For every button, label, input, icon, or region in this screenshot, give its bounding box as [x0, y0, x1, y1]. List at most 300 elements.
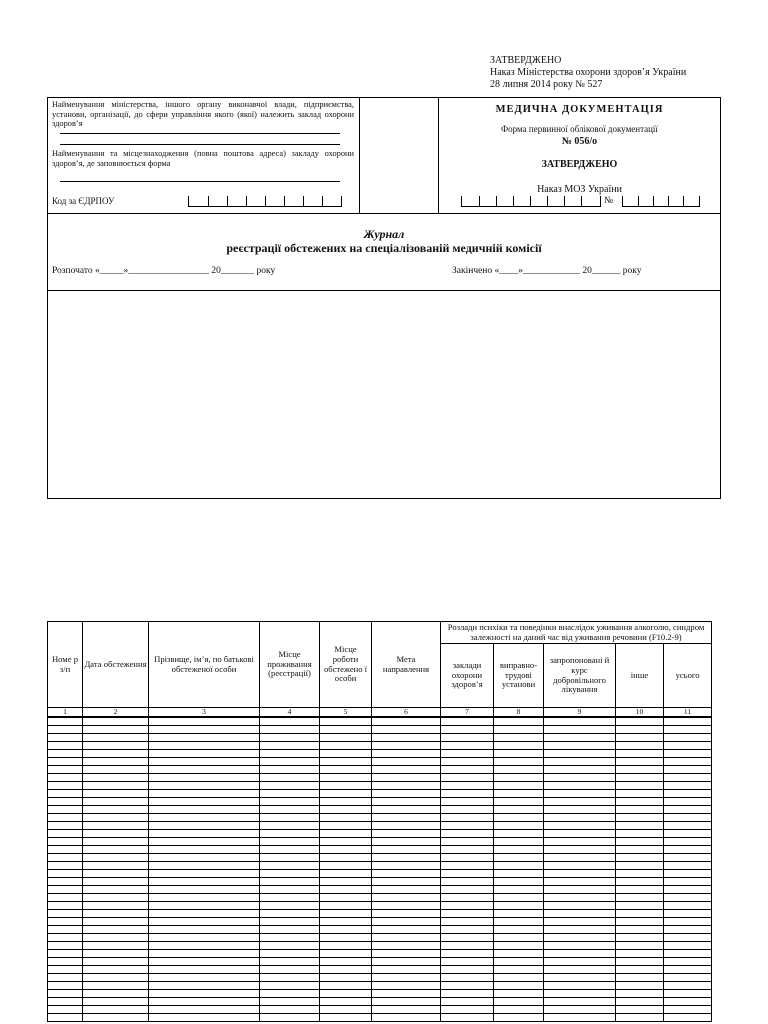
table-cell[interactable]	[494, 862, 544, 870]
table-cell[interactable]	[544, 814, 616, 822]
table-cell[interactable]	[616, 886, 664, 894]
table-cell[interactable]	[664, 990, 712, 998]
table-cell[interactable]	[320, 1014, 372, 1022]
table-cell[interactable]	[48, 950, 83, 958]
table-cell[interactable]	[494, 958, 544, 966]
table-cell[interactable]	[260, 990, 320, 998]
table-cell[interactable]	[544, 766, 616, 774]
table-cell[interactable]	[260, 734, 320, 742]
table-cell[interactable]	[320, 854, 372, 862]
table-cell[interactable]	[441, 934, 494, 942]
table-cell[interactable]	[616, 990, 664, 998]
table-cell[interactable]	[441, 1006, 494, 1014]
table-cell[interactable]	[664, 750, 712, 758]
table-cell[interactable]	[48, 918, 83, 926]
table-cell[interactable]	[544, 982, 616, 990]
table-cell[interactable]	[320, 717, 372, 726]
table-cell[interactable]	[320, 734, 372, 742]
table-cell[interactable]	[616, 758, 664, 766]
table-cell[interactable]	[48, 750, 83, 758]
table-cell[interactable]	[494, 766, 544, 774]
table-cell[interactable]	[616, 902, 664, 910]
table-cell[interactable]	[372, 990, 441, 998]
table-cell[interactable]	[664, 742, 712, 750]
table-cell[interactable]	[320, 774, 372, 782]
table-cell[interactable]	[664, 910, 712, 918]
table-cell[interactable]	[372, 822, 441, 830]
table-cell[interactable]	[320, 846, 372, 854]
table-cell[interactable]	[441, 1014, 494, 1022]
table-cell[interactable]	[664, 726, 712, 734]
table-cell[interactable]	[494, 790, 544, 798]
table-cell[interactable]	[441, 790, 494, 798]
table-cell[interactable]	[320, 982, 372, 990]
table-cell[interactable]	[260, 958, 320, 966]
table-cell[interactable]	[372, 782, 441, 790]
table-cell[interactable]	[544, 902, 616, 910]
table-cell[interactable]	[83, 830, 149, 838]
table-cell[interactable]	[260, 838, 320, 846]
order-number-field[interactable]	[622, 196, 700, 207]
table-cell[interactable]	[544, 854, 616, 862]
table-cell[interactable]	[494, 966, 544, 974]
table-cell[interactable]	[320, 934, 372, 942]
table-cell[interactable]	[149, 902, 260, 910]
table-cell[interactable]	[441, 726, 494, 734]
table-cell[interactable]	[48, 1006, 83, 1014]
table-cell[interactable]	[544, 790, 616, 798]
table-cell[interactable]	[320, 886, 372, 894]
table-cell[interactable]	[48, 1014, 83, 1022]
table-cell[interactable]	[494, 934, 544, 942]
table-cell[interactable]	[372, 942, 441, 950]
table-cell[interactable]	[494, 918, 544, 926]
table-cell[interactable]	[48, 717, 83, 726]
table-cell[interactable]	[320, 750, 372, 758]
table-cell[interactable]	[616, 734, 664, 742]
table-cell[interactable]	[616, 830, 664, 838]
table-cell[interactable]	[320, 998, 372, 1006]
table-cell[interactable]	[260, 814, 320, 822]
table-cell[interactable]	[149, 910, 260, 918]
table-cell[interactable]	[149, 822, 260, 830]
table-cell[interactable]	[441, 870, 494, 878]
table-cell[interactable]	[441, 830, 494, 838]
table-cell[interactable]	[320, 782, 372, 790]
table-cell[interactable]	[83, 758, 149, 766]
table-cell[interactable]	[544, 742, 616, 750]
table-cell[interactable]	[48, 894, 83, 902]
table-cell[interactable]	[616, 934, 664, 942]
table-cell[interactable]	[372, 758, 441, 766]
table-cell[interactable]	[48, 886, 83, 894]
table-cell[interactable]	[616, 790, 664, 798]
table-cell[interactable]	[441, 910, 494, 918]
table-cell[interactable]	[149, 734, 260, 742]
table-cell[interactable]	[664, 958, 712, 966]
table-cell[interactable]	[83, 990, 149, 998]
table-cell[interactable]	[616, 822, 664, 830]
table-cell[interactable]	[372, 862, 441, 870]
table-cell[interactable]	[494, 782, 544, 790]
table-cell[interactable]	[83, 742, 149, 750]
table-cell[interactable]	[544, 717, 616, 726]
table-cell[interactable]	[441, 846, 494, 854]
table-cell[interactable]	[544, 942, 616, 950]
table-cell[interactable]	[83, 790, 149, 798]
table-cell[interactable]	[48, 766, 83, 774]
table-cell[interactable]	[372, 950, 441, 958]
table-cell[interactable]	[83, 902, 149, 910]
table-cell[interactable]	[616, 998, 664, 1006]
table-cell[interactable]	[616, 782, 664, 790]
table-cell[interactable]	[260, 942, 320, 950]
table-cell[interactable]	[149, 782, 260, 790]
table-cell[interactable]	[494, 806, 544, 814]
table-cell[interactable]	[149, 918, 260, 926]
table-cell[interactable]	[441, 766, 494, 774]
table-cell[interactable]	[48, 806, 83, 814]
table-cell[interactable]	[83, 894, 149, 902]
table-cell[interactable]	[664, 974, 712, 982]
table-cell[interactable]	[320, 902, 372, 910]
table-cell[interactable]	[544, 758, 616, 766]
table-cell[interactable]	[149, 766, 260, 774]
table-cell[interactable]	[48, 982, 83, 990]
table-cell[interactable]	[616, 1014, 664, 1022]
table-cell[interactable]	[260, 726, 320, 734]
table-cell[interactable]	[544, 862, 616, 870]
table-cell[interactable]	[320, 806, 372, 814]
table-cell[interactable]	[260, 926, 320, 934]
table-cell[interactable]	[48, 822, 83, 830]
table-cell[interactable]	[83, 1014, 149, 1022]
table-cell[interactable]	[83, 926, 149, 934]
table-cell[interactable]	[616, 974, 664, 982]
table-cell[interactable]	[372, 910, 441, 918]
table-cell[interactable]	[149, 742, 260, 750]
table-cell[interactable]	[544, 806, 616, 814]
table-cell[interactable]	[48, 902, 83, 910]
table-cell[interactable]	[372, 750, 441, 758]
table-cell[interactable]	[664, 966, 712, 974]
table-cell[interactable]	[372, 998, 441, 1006]
table-cell[interactable]	[149, 1014, 260, 1022]
table-cell[interactable]	[494, 814, 544, 822]
table-cell[interactable]	[260, 742, 320, 750]
table-cell[interactable]	[616, 742, 664, 750]
table-cell[interactable]	[441, 894, 494, 902]
table-cell[interactable]	[83, 838, 149, 846]
table-cell[interactable]	[664, 734, 712, 742]
table-cell[interactable]	[260, 806, 320, 814]
table-cell[interactable]	[494, 734, 544, 742]
table-cell[interactable]	[544, 1006, 616, 1014]
table-cell[interactable]	[83, 886, 149, 894]
table-cell[interactable]	[494, 902, 544, 910]
table-cell[interactable]	[320, 742, 372, 750]
table-cell[interactable]	[372, 806, 441, 814]
table-cell[interactable]	[48, 790, 83, 798]
table-cell[interactable]	[320, 950, 372, 958]
table-cell[interactable]	[372, 982, 441, 990]
table-cell[interactable]	[320, 838, 372, 846]
table-cell[interactable]	[260, 846, 320, 854]
table-cell[interactable]	[149, 998, 260, 1006]
table-cell[interactable]	[544, 998, 616, 1006]
table-cell[interactable]	[664, 717, 712, 726]
table-cell[interactable]	[372, 926, 441, 934]
table-cell[interactable]	[320, 758, 372, 766]
table-cell[interactable]	[544, 846, 616, 854]
table-cell[interactable]	[664, 822, 712, 830]
table-cell[interactable]	[372, 774, 441, 782]
table-cell[interactable]	[372, 894, 441, 902]
table-cell[interactable]	[83, 717, 149, 726]
institution-field-line[interactable]	[60, 181, 340, 182]
table-cell[interactable]	[664, 886, 712, 894]
table-cell[interactable]	[48, 854, 83, 862]
table-cell[interactable]	[83, 910, 149, 918]
table-cell[interactable]	[320, 958, 372, 966]
table-cell[interactable]	[372, 742, 441, 750]
table-cell[interactable]	[664, 814, 712, 822]
table-cell[interactable]	[149, 878, 260, 886]
table-cell[interactable]	[320, 990, 372, 998]
table-cell[interactable]	[616, 846, 664, 854]
table-cell[interactable]	[48, 990, 83, 998]
table-cell[interactable]	[83, 822, 149, 830]
table-cell[interactable]	[441, 950, 494, 958]
table-cell[interactable]	[616, 894, 664, 902]
table-cell[interactable]	[149, 750, 260, 758]
table-cell[interactable]	[149, 798, 260, 806]
table-cell[interactable]	[372, 918, 441, 926]
table-cell[interactable]	[494, 926, 544, 934]
table-cell[interactable]	[544, 926, 616, 934]
table-cell[interactable]	[664, 926, 712, 934]
table-cell[interactable]	[664, 894, 712, 902]
table-cell[interactable]	[372, 854, 441, 862]
table-cell[interactable]	[149, 726, 260, 734]
table-cell[interactable]	[441, 814, 494, 822]
table-cell[interactable]	[260, 862, 320, 870]
table-cell[interactable]	[441, 798, 494, 806]
table-cell[interactable]	[260, 998, 320, 1006]
table-cell[interactable]	[664, 782, 712, 790]
table-cell[interactable]	[616, 982, 664, 990]
table-cell[interactable]	[320, 726, 372, 734]
table-cell[interactable]	[494, 886, 544, 894]
table-cell[interactable]	[320, 766, 372, 774]
table-cell[interactable]	[149, 814, 260, 822]
table-cell[interactable]	[441, 774, 494, 782]
table-cell[interactable]	[372, 886, 441, 894]
table-cell[interactable]	[616, 766, 664, 774]
table-cell[interactable]	[149, 717, 260, 726]
table-cell[interactable]	[441, 854, 494, 862]
table-cell[interactable]	[544, 838, 616, 846]
table-cell[interactable]	[372, 734, 441, 742]
table-cell[interactable]	[48, 742, 83, 750]
table-cell[interactable]	[372, 766, 441, 774]
table-cell[interactable]	[372, 1006, 441, 1014]
table-cell[interactable]	[48, 966, 83, 974]
table-cell[interactable]	[544, 774, 616, 782]
table-cell[interactable]	[320, 894, 372, 902]
table-cell[interactable]	[320, 918, 372, 926]
table-cell[interactable]	[372, 878, 441, 886]
table-cell[interactable]	[260, 894, 320, 902]
table-cell[interactable]	[441, 782, 494, 790]
table-cell[interactable]	[260, 758, 320, 766]
table-cell[interactable]	[494, 942, 544, 950]
table-cell[interactable]	[616, 862, 664, 870]
table-cell[interactable]	[260, 766, 320, 774]
table-cell[interactable]	[616, 950, 664, 958]
table-cell[interactable]	[664, 950, 712, 958]
table-cell[interactable]	[83, 814, 149, 822]
table-cell[interactable]	[441, 862, 494, 870]
table-cell[interactable]	[664, 766, 712, 774]
table-cell[interactable]	[83, 734, 149, 742]
table-cell[interactable]	[441, 966, 494, 974]
table-cell[interactable]	[664, 758, 712, 766]
table-cell[interactable]	[83, 870, 149, 878]
table-cell[interactable]	[48, 846, 83, 854]
table-cell[interactable]	[616, 926, 664, 934]
table-cell[interactable]	[149, 1006, 260, 1014]
table-cell[interactable]	[260, 934, 320, 942]
table-cell[interactable]	[494, 838, 544, 846]
order-date-field[interactable]	[461, 196, 601, 207]
table-cell[interactable]	[83, 958, 149, 966]
table-cell[interactable]	[664, 982, 712, 990]
table-cell[interactable]	[48, 974, 83, 982]
table-cell[interactable]	[544, 782, 616, 790]
edrpou-code-field[interactable]	[188, 196, 342, 207]
table-cell[interactable]	[372, 814, 441, 822]
table-cell[interactable]	[664, 998, 712, 1006]
table-cell[interactable]	[544, 918, 616, 926]
table-cell[interactable]	[664, 1006, 712, 1014]
table-cell[interactable]	[544, 910, 616, 918]
table-cell[interactable]	[544, 750, 616, 758]
table-cell[interactable]	[544, 870, 616, 878]
table-cell[interactable]	[83, 766, 149, 774]
table-cell[interactable]	[149, 966, 260, 974]
table-cell[interactable]	[260, 798, 320, 806]
table-cell[interactable]	[494, 950, 544, 958]
table-cell[interactable]	[83, 862, 149, 870]
table-cell[interactable]	[664, 838, 712, 846]
table-cell[interactable]	[48, 758, 83, 766]
table-cell[interactable]	[664, 934, 712, 942]
table-cell[interactable]	[320, 878, 372, 886]
table-cell[interactable]	[616, 878, 664, 886]
table-cell[interactable]	[260, 870, 320, 878]
table-cell[interactable]	[48, 774, 83, 782]
table-cell[interactable]	[149, 870, 260, 878]
table-cell[interactable]	[441, 958, 494, 966]
table-cell[interactable]	[149, 926, 260, 934]
table-cell[interactable]	[441, 918, 494, 926]
table-cell[interactable]	[616, 1006, 664, 1014]
table-cell[interactable]	[372, 846, 441, 854]
table-cell[interactable]	[544, 798, 616, 806]
table-cell[interactable]	[616, 942, 664, 950]
table-cell[interactable]	[494, 830, 544, 838]
table-cell[interactable]	[83, 854, 149, 862]
ministry-field-line[interactable]	[60, 133, 340, 134]
table-cell[interactable]	[494, 854, 544, 862]
table-cell[interactable]	[441, 734, 494, 742]
table-cell[interactable]	[83, 918, 149, 926]
table-cell[interactable]	[149, 934, 260, 942]
table-cell[interactable]	[441, 974, 494, 982]
table-cell[interactable]	[149, 950, 260, 958]
table-cell[interactable]	[149, 974, 260, 982]
table-cell[interactable]	[616, 726, 664, 734]
table-cell[interactable]	[441, 878, 494, 886]
table-cell[interactable]	[83, 942, 149, 950]
table-cell[interactable]	[48, 926, 83, 934]
table-cell[interactable]	[441, 998, 494, 1006]
table-cell[interactable]	[616, 918, 664, 926]
table-cell[interactable]	[441, 886, 494, 894]
table-cell[interactable]	[260, 950, 320, 958]
table-cell[interactable]	[544, 886, 616, 894]
table-cell[interactable]	[544, 734, 616, 742]
table-cell[interactable]	[320, 790, 372, 798]
table-cell[interactable]	[320, 974, 372, 982]
table-cell[interactable]	[260, 902, 320, 910]
table-cell[interactable]	[83, 750, 149, 758]
table-cell[interactable]	[372, 798, 441, 806]
table-cell[interactable]	[320, 1006, 372, 1014]
table-cell[interactable]	[48, 814, 83, 822]
table-cell[interactable]	[320, 798, 372, 806]
table-cell[interactable]	[260, 830, 320, 838]
table-cell[interactable]	[441, 942, 494, 950]
table-cell[interactable]	[320, 814, 372, 822]
table-cell[interactable]	[494, 1006, 544, 1014]
table-cell[interactable]	[664, 902, 712, 910]
table-cell[interactable]	[48, 942, 83, 950]
table-cell[interactable]	[149, 790, 260, 798]
table-cell[interactable]	[149, 838, 260, 846]
table-cell[interactable]	[494, 742, 544, 750]
table-cell[interactable]	[494, 774, 544, 782]
table-cell[interactable]	[260, 886, 320, 894]
table-cell[interactable]	[260, 782, 320, 790]
table-cell[interactable]	[494, 717, 544, 726]
table-cell[interactable]	[320, 926, 372, 934]
table-cell[interactable]	[149, 854, 260, 862]
table-cell[interactable]	[441, 750, 494, 758]
table-cell[interactable]	[149, 886, 260, 894]
table-cell[interactable]	[664, 846, 712, 854]
table-cell[interactable]	[664, 918, 712, 926]
table-cell[interactable]	[149, 990, 260, 998]
table-cell[interactable]	[149, 758, 260, 766]
table-cell[interactable]	[48, 934, 83, 942]
table-cell[interactable]	[544, 830, 616, 838]
table-cell[interactable]	[149, 806, 260, 814]
table-cell[interactable]	[260, 790, 320, 798]
table-cell[interactable]	[83, 950, 149, 958]
table-cell[interactable]	[48, 798, 83, 806]
